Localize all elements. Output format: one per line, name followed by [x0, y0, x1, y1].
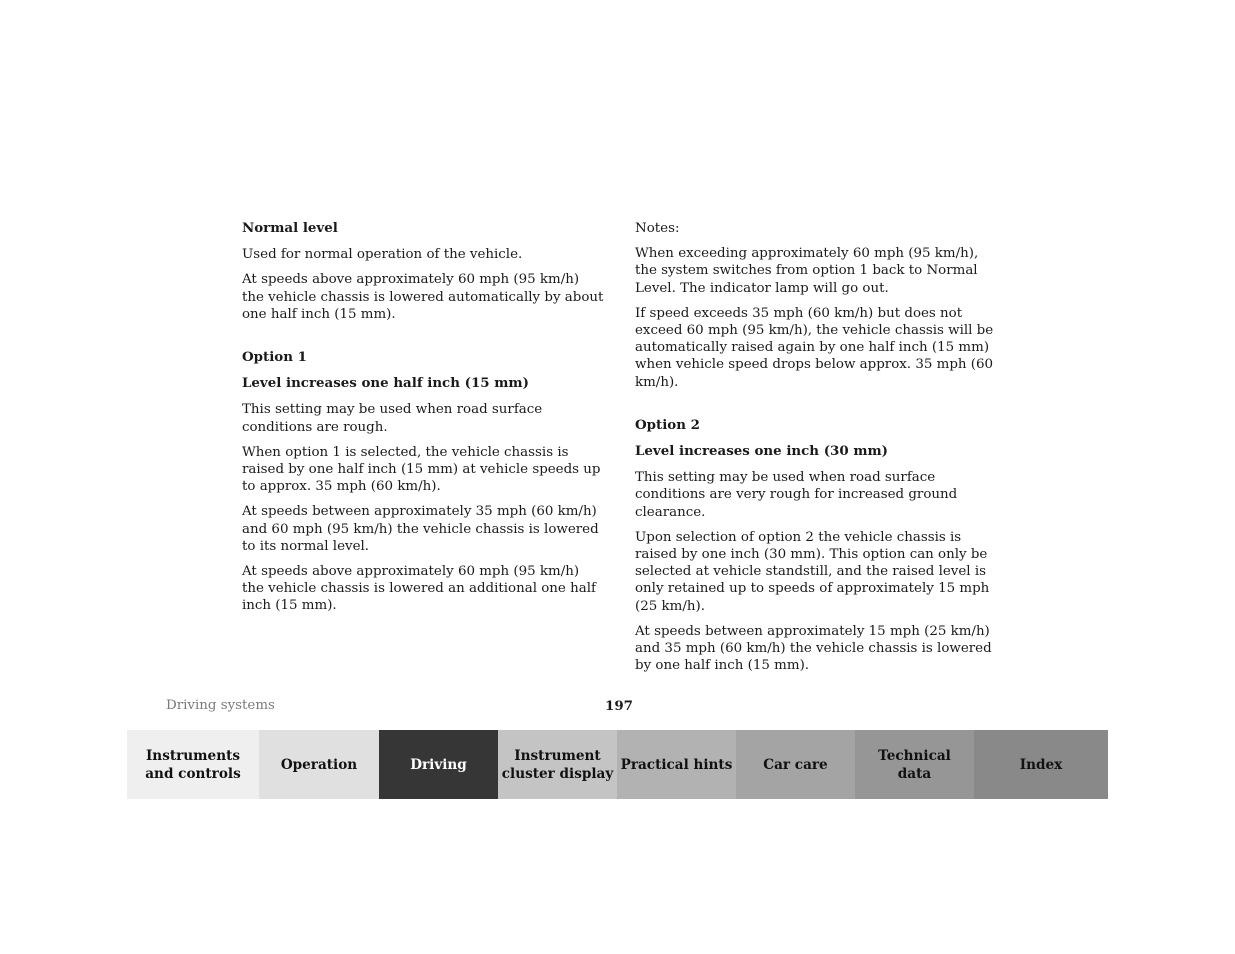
option2-paragraph: Upon selection of option 2 the vehicle chassis is raised by one inch (30 mm). This option can only be selected at vehicle standstill, and the raised level is only retained up to speeds of approximately 15 mph (25 km/h). [635, 529, 990, 614]
tab-car-care[interactable] [736, 730, 855, 799]
tab-practical-hints[interactable] [617, 730, 736, 799]
tab-label: Instrument cluster display [501, 747, 614, 782]
tab-driving[interactable] [379, 730, 498, 799]
option1-heading: Option 1 [242, 349, 307, 366]
notes-label: Notes: [635, 221, 680, 236]
option1-paragraph: At speeds above approximately 60 mph (95 km/h) the vehicle chassis is lowered an additional one half inch (15 mm). [242, 564, 596, 614]
chapter-tab-bar [127, 730, 1108, 799]
tab-index[interactable] [974, 730, 1108, 799]
tab-label: Instruments and controls [145, 747, 241, 782]
tab-instruments-and-controls[interactable] [127, 730, 259, 799]
tab-label: Driving [410, 756, 467, 773]
option1-subheading: Level increases one half inch (15 mm) [242, 375, 529, 392]
option1-paragraph: At speeds between approximately 35 mph (60 km/h) and 60 mph (95 km/h) the vehicle chassis is lowered to its normal level. [242, 504, 599, 554]
option2-paragraph: At speeds between approximately 15 mph (25 km/h) and 35 mph (60 km/h) the vehicle chassis is lowered by one half inch (15 mm). [635, 623, 992, 674]
page-number: 197 [605, 698, 633, 714]
tab-label: Practical hints [620, 756, 733, 773]
notes-paragraph: If speed exceeds 35 mph (60 km/h) but does not exceed 60 mph (95 km/h), the vehicle chassis will be automatically raised again by one half inch (15 mm) when vehicle speed drops below approx. 35 mph (60 km/h). [635, 305, 994, 390]
normal-level-paragraph: Used for normal operation of the vehicle. [242, 247, 523, 263]
tab-label: Operation [280, 756, 358, 773]
option1-paragraph: When option 1 is selected, the vehicle chassis is raised by one half inch (15 mm) at vehicle speeds up to approx. 35 mph (60 km/h). [242, 444, 601, 495]
left-column [242, 220, 604, 623]
option2-heading: Option 2 [635, 416, 700, 433]
normal-level-paragraph: At speeds above approximately 60 mph (95 km/h) the vehicle chassis is lowered automatically by about one half inch (15 mm). [242, 272, 604, 322]
option2-subheading: Level increases one inch (30 mm) [635, 443, 888, 460]
right-column [635, 220, 997, 682]
section-name: Driving systems [166, 698, 275, 713]
notes-paragraph: When exceeding approximately 60 mph (95 km/h), the system switches from option 1 back to Normal Level. The indicator lamp will go out. [635, 246, 979, 296]
normal-level-heading: Normal level [242, 220, 338, 236]
tab-label: Index [1019, 756, 1063, 773]
tab-label: Technical data [878, 747, 951, 782]
option2-paragraph: This setting may be used when road surface conditions are very rough for increased ground clearance. [635, 470, 958, 520]
tab-technical-data[interactable] [855, 730, 974, 799]
option1-paragraph: This setting may be used when road surface conditions are rough. [242, 402, 543, 435]
tab-operation[interactable] [259, 730, 379, 799]
tab-label: Car care [763, 756, 828, 773]
tab-instrument-cluster-display[interactable] [498, 730, 617, 799]
